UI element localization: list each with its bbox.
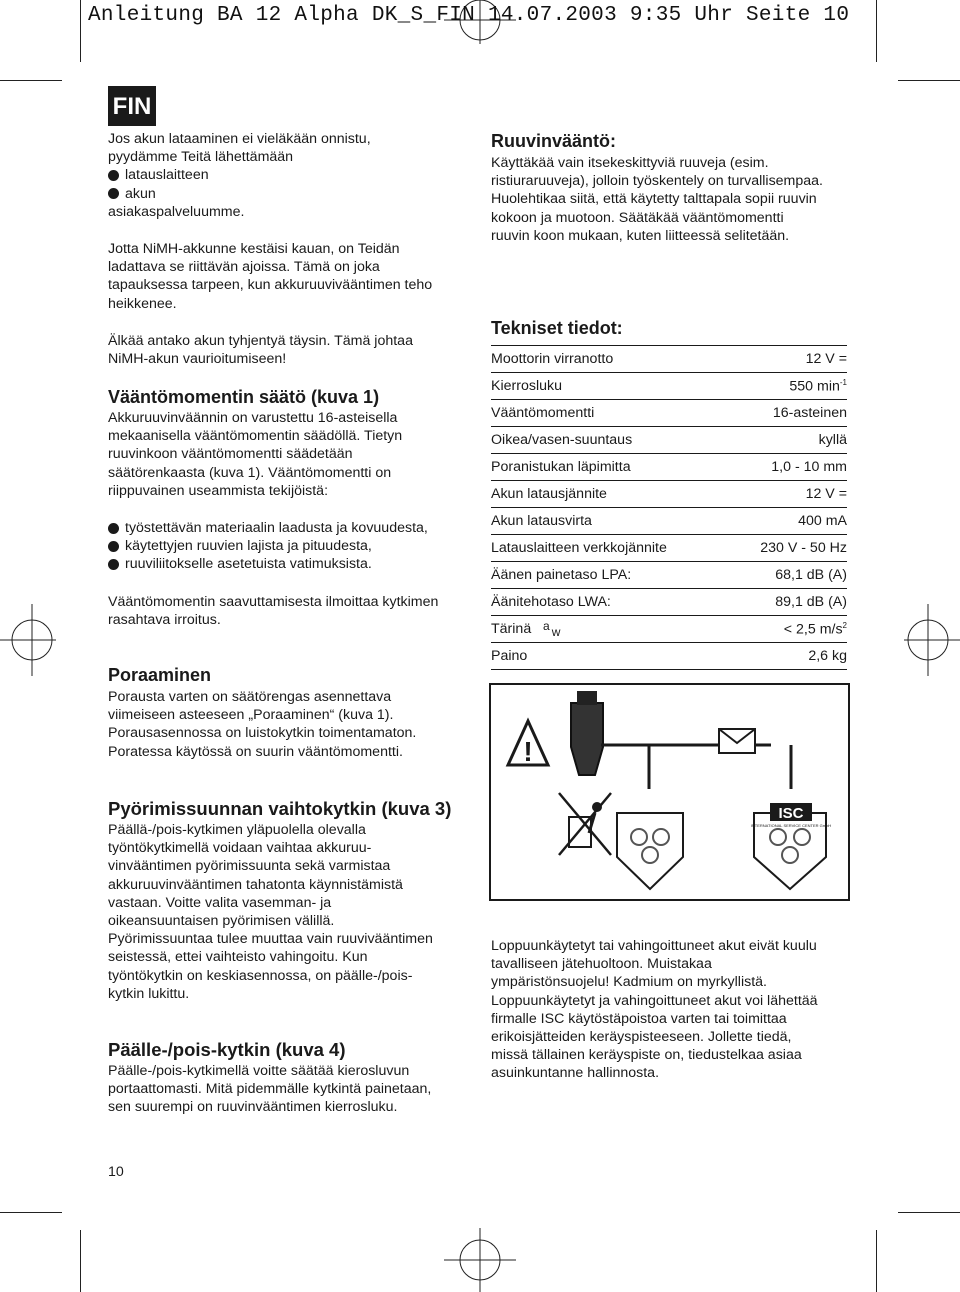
svg-text:!: ! [523, 736, 533, 767]
table-row: Vääntömomentti 16-asteinen [491, 400, 847, 427]
intro-line: pyydämme Teitä lähettämään [108, 149, 294, 166]
section-heading: Päälle-/pois-kytkin (kuva 4) [108, 1039, 346, 1060]
bullet-icon [108, 188, 119, 199]
table-row: Äänitehotaso LWA: 89,1 dB (A) [491, 589, 847, 616]
table-row: Tärinä $^a$ $_w$ < 2,5 $m/s^2$ [491, 616, 847, 643]
specs-section [491, 317, 847, 670]
nimh-paragraph: Jotta NiMH-akkunne kestäisi kauan, on Teidän ladattava se riittävän ajoissa. Tämä on joka tapauksessa tarpeen, kun akkuruuvivääntimen teho heikkenee. [108, 241, 433, 312]
crop-mark [876, 1230, 877, 1292]
bullet-icon [108, 541, 119, 552]
mail-icon [719, 729, 755, 753]
crop-mark [80, 1230, 81, 1292]
crop-mark [0, 80, 62, 81]
table-row: Moottorin virranotto 12 V = [491, 346, 847, 373]
warning-icon [508, 721, 548, 767]
crop-mark [0, 1212, 62, 1213]
torque-note: Vääntömomentin saavuttamisesta ilmoittaa kytkimen rasahtava irroitus. [108, 594, 439, 629]
disposal-paragraph: Loppuunkäytetyt tai vahingoittuneet akut eivät kuulu tavalliseen jätehuoltoon. Muistakaa ympäristönsuojelu! Kadmium on myrkyllistä. Loppuunkäytetyt ja vahingoittuneet akut voi lähettää firmalle ISC käytöstäpoistoa varten tai toimittaa erikoisjätteiden keräyspisteeseen. Jollette tiedä, missä tällainen keräyspiste on, tiedustelkaa asiaa asuinkuntanne hallinnosta. [491, 938, 818, 1082]
crop-mark [80, 0, 81, 62]
table-row: Akun latausvirta 400 mA [491, 508, 847, 535]
list-item: ruuviliitokselle asetetuista vatimuksista. [108, 555, 478, 573]
no-trash-icon [559, 793, 611, 855]
bullet-icon [108, 170, 119, 181]
table-row: Paino 2,6 kg [491, 643, 847, 670]
list-item: akun [108, 185, 458, 203]
drilling-section: Poraaminen Porausta varten on säätörengas asennettava viimeiseen asteeseen „Poraaminen“ (kuva 1). Porausasennossa on luistokytkin toimentamaton. Poratessa käytössä on suurin vääntömomentti. [108, 664, 478, 761]
table-row: Kierrosluku 550 $\min^{-1}$ [491, 373, 847, 400]
list-item: työstettävän materiaalin laadusta ja kovuudesta, [108, 519, 478, 537]
registration-mark [444, 1228, 516, 1292]
torque-bullets [108, 519, 478, 574]
intro-block [108, 130, 458, 221]
section-heading: Ruuvinvääntö: [491, 131, 617, 151]
screwdriving-section: Ruuvinvääntö: Käyttäkää vain itsekeskittyviä ruuveja (esim. ristiuraruuveja), jolloin työskentely on turvallisempaa. Huolehtikaa siitä, että käytetty talttapala sopii ruuvin kokoon ja muotoon. Säätäkää vääntömomentti ruuvin koon mukaan, kuten liitteessä selitetään. [491, 130, 851, 245]
torque-section: Vääntömomentin säätö (kuva 1) Akkuruuvinväännin on varustettu 16-asteisella mekaanisella vääntömomentin säädöllä. Tietyn ruuvinkoon vääntömomentti säädetään säätörenkaasta (kuva 1). Vääntömomentti on riippuvainen useammista tekijöistä: [108, 386, 478, 500]
section-heading: Vääntömomentin säätö (kuva 1) [108, 387, 380, 407]
recycling-figure [489, 683, 850, 901]
table-row: Oikea/vasen-suuntaus kyllä [491, 427, 847, 454]
bullet-icon [108, 559, 119, 570]
recycle-arrow-icon [617, 813, 683, 889]
intro-line: asiakaspalveluumme. [108, 203, 245, 220]
table-row: Latauslaitteen verkkojännite 230 V - 50 Hz [491, 535, 847, 562]
page-number: 10 [108, 1164, 124, 1180]
registration-mark [0, 604, 56, 676]
crop-mark [898, 1212, 960, 1213]
language-badge: FIN [108, 86, 156, 126]
table-row: Poranistukan läpimitta 1,0 - 10 mm [491, 454, 847, 481]
crop-mark [876, 0, 877, 62]
crop-mark [898, 80, 960, 81]
section-heading: Poraaminen [108, 665, 212, 685]
warning-paragraph: Älkää antako akun tyhjentyä täysin. Tämä johtaa NiMH-akun vaurioitumiseen! [108, 333, 413, 368]
battery-icon [571, 691, 603, 775]
section-heading: Pyörimissuunnan vaihtokytkin (kuva 3) [108, 798, 452, 819]
intro-line: Jos akun lataaminen ei vieläkään onnistu, [108, 131, 371, 147]
svg-text:INTERNATIONAL SERVICE CENTER G: INTERNATIONAL SERVICE CENTER GmbH [750, 823, 832, 828]
onoff-section: Päälle-/pois-kytkin (kuva 4) Päälle-/pois-kytkimellä voitte säätää kierosluvun portaattomasti. Mitä pidemmälle kytkintä painetaan, sen suurempi on ruuvinvääntimen kierrosluku. [108, 1039, 478, 1117]
list-item: käytettyjen ruuvien lajista ja pituudesta, [108, 537, 478, 555]
table-row: Äänen painetaso LPA: 68,1 dB (A) [491, 562, 847, 589]
section-heading: Tekniset tiedot: [491, 318, 623, 338]
specs-table [491, 345, 847, 670]
registration-mark [904, 604, 960, 676]
svg-text:ISC: ISC [778, 805, 804, 822]
direction-section: Pyörimissuunnan vaihtokytkin (kuva 3) Päällä-/pois-kytkimen yläpuolella olevalla työntökytkimellä voidaan vaihtaa akkuruu- vinvääntimen pyörimissuunta sekä varmistaa akkuruuvinvääntimen tahatonta käynnistämistä vastaan. Voitte valita vasemman- ja oikeansuuntaisen pyörimisen välillä. Pyörimissuuntaa tulee muuttaa vain ruuvivääntimen seistessä, ettei vaihteisto vahingoitu. Kun työntökytkin on keskiasennossa, on päälle-/pois- kytkin lukittu. [108, 798, 478, 1003]
print-header: Anleitung BA 12 Alpha DK_S_FIN 14.07.2003 9:35 Uhr Seite 10 [88, 4, 850, 27]
recycling-diagram [491, 685, 848, 899]
table-row: Akun latausjännite 12 V = [491, 481, 847, 508]
list-item: latauslaitteen [108, 166, 458, 184]
bullet-icon [108, 523, 119, 534]
